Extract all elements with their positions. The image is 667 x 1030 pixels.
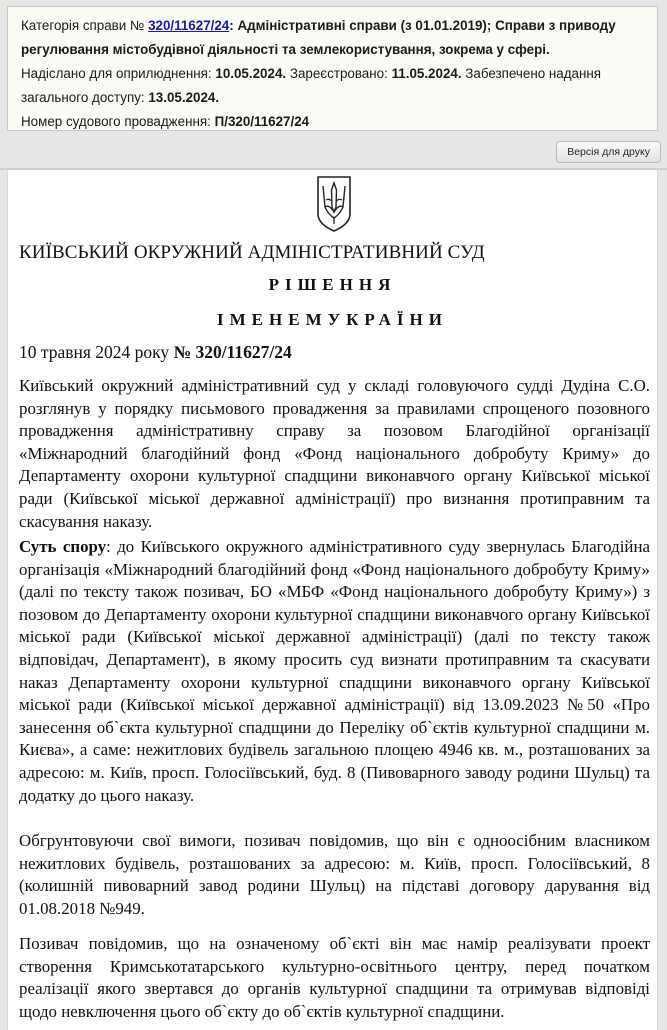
proceeding-number: Номер судового провадження: П/320/11627/24: [21, 114, 310, 129]
publication-dates: Надіслано для оприлюднення: 10.05.2024. Зареєстровано: 11.05.2024. Забезпечено надання загального доступу: 13.05.2024.: [21, 66, 602, 105]
paragraph-intent: Позивач повідомив, що на означеному об`єкті він має намір реалізувати проект створення Кримськотатарського культурно-освітнього центру, перед початком реалізації якого звертався до органів культурної спадщини та отримував відповіді щодо невключення цього об`єкту до об`єктів культурної спадщини.: [19, 934, 650, 1021]
paragraph-dispute: Суть спору: до Київського окружного адміністративного суду звернулась Благодійна організація «Міжнародний благодійний фонд «Фонд національного добробуту Криму» (далі по тексту також позивач, БО «МБФ «Фонд національного добробуту Криму») з позовом до Департаменту охорони культурної спадщини виконавчого органу Київської міської ради (Київської міської державної адміністрації) (далі по тексту також відповідач, Департамент), в якому просить суд визнати протиправним та скасувати наказ Департаменту охорони культурної спадщини виконавчого органу Київської міської ради (Київської міської державної адміністрації) від 13.09.2023 №50 «Про занесення об`єкта культурної спадщини до Переліку об`єктів культурної спадщини м. Києва», а саме: нежитлових будівель загальною площею 4946 кв. м., розташованих за адресою: м. Київ, просп. Голосіївський, буд. 8 (Пивоварного заводу родини Шульц) та додатку до цього наказу.: [19, 537, 650, 805]
decision-case-number: № 320/11627/24: [173, 342, 292, 362]
registered-date: 11.05.2024.: [391, 66, 462, 81]
in-the-name-of-ukraine: ІМЕНЕМУКРАЇНИ: [217, 310, 448, 329]
decision-title: РІШЕННЯ: [268, 275, 397, 294]
decision-date: 10 травня 2024 року № 320/11627/24: [19, 342, 292, 362]
access-date: 13.05.2024.: [148, 90, 220, 105]
paragraph-intro: Київський окружний адміністративний суд у складі головуючого судді Дудіна С.О. розглянув у порядку письмового провадження за правилами спрощеного позовного провадження адміністративну справу за позовом Благодійної організації «Міжнародний благодійний фонд «Фонд національного добробуту Криму» до Департаменту охорони культурної спадщини виконавчого органу Київської міської ради (Київської міської державної адміністрації) про визнання протиправним та скасування наказу.: [19, 376, 650, 531]
court-name: КИЇВСЬКИЙ ОКРУЖНИЙ АДМІНІСТРАТИВНИЙ СУД: [19, 242, 485, 263]
case-category-text: : Адміністративні справи (з 01.01.2019); Справи з приводу регулювання містобудівної діяльності та землекористування, зокрема у сфері.: [21, 18, 616, 57]
sent-date: 10.05.2024.: [215, 66, 287, 81]
case-category: Категорія справи № 320/11627/24: Адміністративні справи (з 01.01.2019); Справи з приводу регулювання містобудівної діяльності та землекористування, зокрема у сфері.: [21, 18, 616, 57]
trident-icon: [314, 174, 354, 234]
decision-document: [7, 170, 658, 1030]
print-version-button[interactable]: Версія для друку: [556, 141, 661, 163]
case-number-link[interactable]: 320/11627/24: [148, 18, 230, 33]
paragraph-grounds: Обгрунтовуючи свої вимоги, позивач повідомив, що він є одноосібним власником нежитлових будівель, розташованих за адресою: м. Київ, просп. Голосіївський, 8 (колишній пивоварний завод родини Шульц) на підставі договору дарування від 01.08.2018 №949.: [19, 831, 650, 918]
dispute-label: Суть спору: [19, 537, 107, 556]
case-info-panel: [7, 6, 658, 131]
proceeding-number-value: П/320/11627/24: [214, 114, 310, 129]
